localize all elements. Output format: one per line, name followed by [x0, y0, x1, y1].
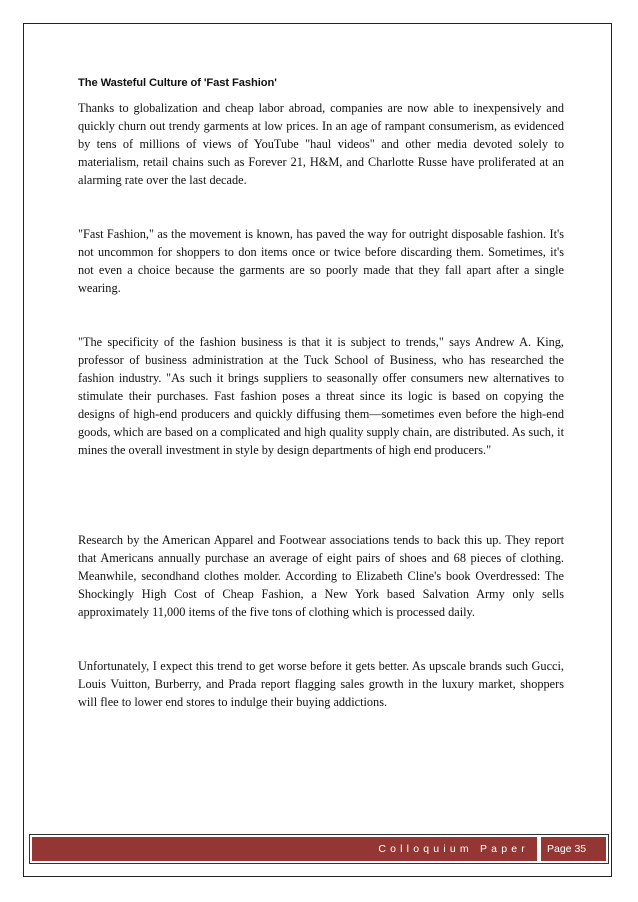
paragraph-fast-fashion: "Fast Fashion," as the movement is known, has paved the way for outright disposable fashion. It's not uncommon for shoppers to don items once or twice before discarding them. Sometimes, it's not even a choice because the garments are so poorly made that they fall apart after a single wearing. [78, 227, 564, 295]
paragraph-research: Research by the American Apparel and Footwear associations tends to back this up. They report that Americans annually purchase an average of eight pairs of shoes and 68 pieces of clothing. Meanwhile, secondhand clothes molder. According to Elizabeth Cline's book Overdressed: The Shockingly High Cost of Cheap Fashion, a New York based Salvation Army only sells approximately 11,000 items of the five tons of clothing which is processed daily. [78, 533, 564, 619]
footer-page-band [541, 837, 606, 861]
footer-paper-label: Colloquium Paper [378, 843, 529, 855]
paragraph-spacer [78, 189, 564, 225]
paragraph-spacer [78, 621, 564, 657]
paragraph-conclusion: Unfortunately, I expect this trend to get worse before it gets better. As upscale brands such Gucci, Louis Vuitton, Burberry, and Prada report flagging sales growth in the luxury market, shoppers will flee to lower end stores to indulge their buying addictions. [78, 659, 564, 709]
paragraph-spacer [78, 297, 564, 333]
paragraph-spacer [78, 459, 564, 531]
page-footer [29, 834, 609, 864]
document-body [78, 76, 564, 711]
footer-title-band [32, 837, 537, 861]
page-number: Page 35 [547, 843, 587, 855]
document-title: The Wasteful Culture of 'Fast Fashion' [78, 77, 277, 89]
paragraph-globalization: Thanks to globalization and cheap labor abroad, companies are now able to inexpensively and quickly churn out trendy garments at low prices. In an age of rampant consumerism, as evidenced by tens of millions of views of YouTube "haul videos" and other media devoted solely to materialism, retail chains such as Forever 21, H&M, and Charlotte Russe have proliferated at an alarming rate over the last decade. [78, 101, 564, 187]
paragraph-quote: "The specificity of the fashion business is that it is subject to trends," says Andrew A. King, professor of business administration at the Tuck School of Business, who has researched the fashion industry. "As such it brings suppliers to seasonally offer consumers new alternatives to stimulate their purchases. Fast fashion poses a threat since its logic is based on copying the designs of high-end producers and quickly diffusing them—sometimes even before the high-end goods, which are based on a complicated and high quality supply chain, are distributed. As such, it mines the overall investment in style by design departments of high end producers." [78, 335, 564, 457]
